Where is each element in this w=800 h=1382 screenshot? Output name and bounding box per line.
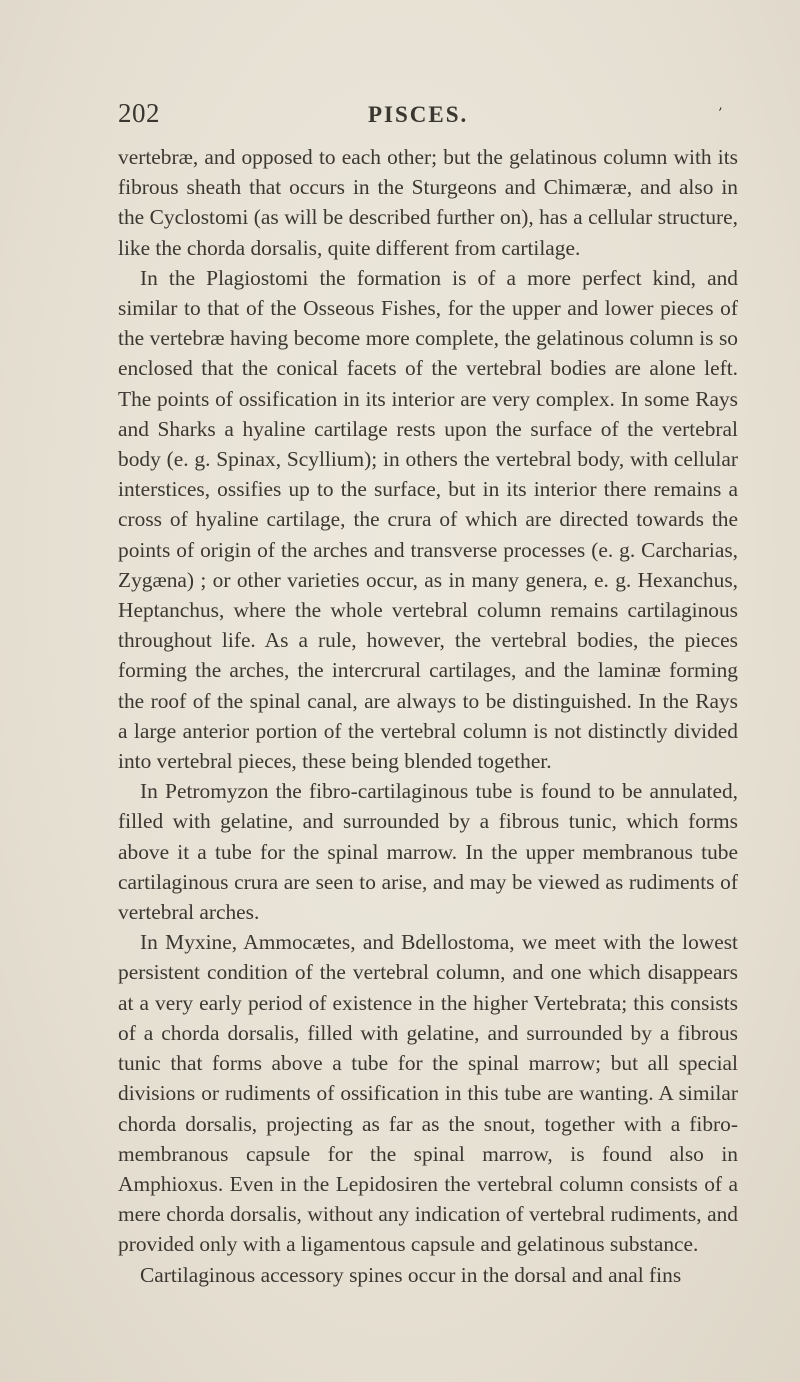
page-number: 202	[118, 98, 160, 128]
paragraph: In Petromyzon the fibro-cartilaginous tube is found to be annulated, filled with gelatine, and surrounded by a fibrous tunic, which forms above it a tube for the spinal marrow. In the upper membranous tube cartilaginous crura are seen to arise, and may be viewed as rudiments of vertebral arches.	[118, 779, 738, 925]
paragraph: Cartilaginous accessory spines occur in the dorsal and anal fins	[140, 1262, 682, 1287]
body-text	[118, 142, 738, 1290]
running-title: PISCES.	[368, 102, 469, 127]
paragraph: In Myxine, Ammocætes, and Bdellostoma, we meet with the lowest persistent condition of the vertebral column, and one which disappears at a very early period of existence in the higher Vertebrata; this consists of a chorda dorsalis, filled with gelatine, and surrounded by a fibrous tunic that forms above a tube for the spinal marrow; but all special divisions or rudiments of ossification in this tube are wanting. A similar chorda dorsalis, projecting as far as the snout, together with a fibro-membranous capsule for the spinal marrow, is found also in Amphioxus. Even in the Lepidosiren the vertebral column consists of a mere chorda dorsalis, without any indication of vertebral rudiments, and provided only with a ligamentous capsule and gelatinous substance.	[118, 930, 738, 1257]
paragraph: vertebræ, and opposed to each other; but the gelatinous column with its fibrous sheath that occurs in the Sturgeons and Chimæræ, and also in the Cyclostomi (as will be described further on), has a cellular structure, like the chorda dorsalis, quite different from cartilage.	[118, 145, 738, 260]
paragraph: In the Plagiostomi the formation is of a more perfect kind, and similar to that of the Osseous Fishes, for the upper and lower pieces of the vertebræ having become more complete, the gelatinous column is so enclosed that the conical facets of the vertebral bodies are alone left. The points of ossification in its interior are very complex. In some Rays and Sharks a hyaline cartilage rests upon the surface of the vertebral body (e. g. Spinax, Scyllium); in others the vertebral body, with cellular interstices, ossifies up to the surface, but in its interior there remains a cross of hyaline cartilage, the crura of which are directed towards the points of origin of the arches and transverse processes (e. g. Carcharias, Zygæna) ; or other varieties occur, as in many genera, e. g. Hexanchus, Heptanchus, where the whole vertebral column remains cartilaginous throughout life. As a rule, however, the vertebral bodies, the pieces forming the arches, the intercrural cartilages, and the laminæ forming the roof of the spinal canal, are always to be distinguished. In the Rays a large anterior portion of the vertebral column is not distinctly divided into vertebral pieces, these being blended together.	[118, 265, 738, 774]
page-header	[118, 98, 738, 138]
ink-mark: ’	[718, 106, 723, 122]
